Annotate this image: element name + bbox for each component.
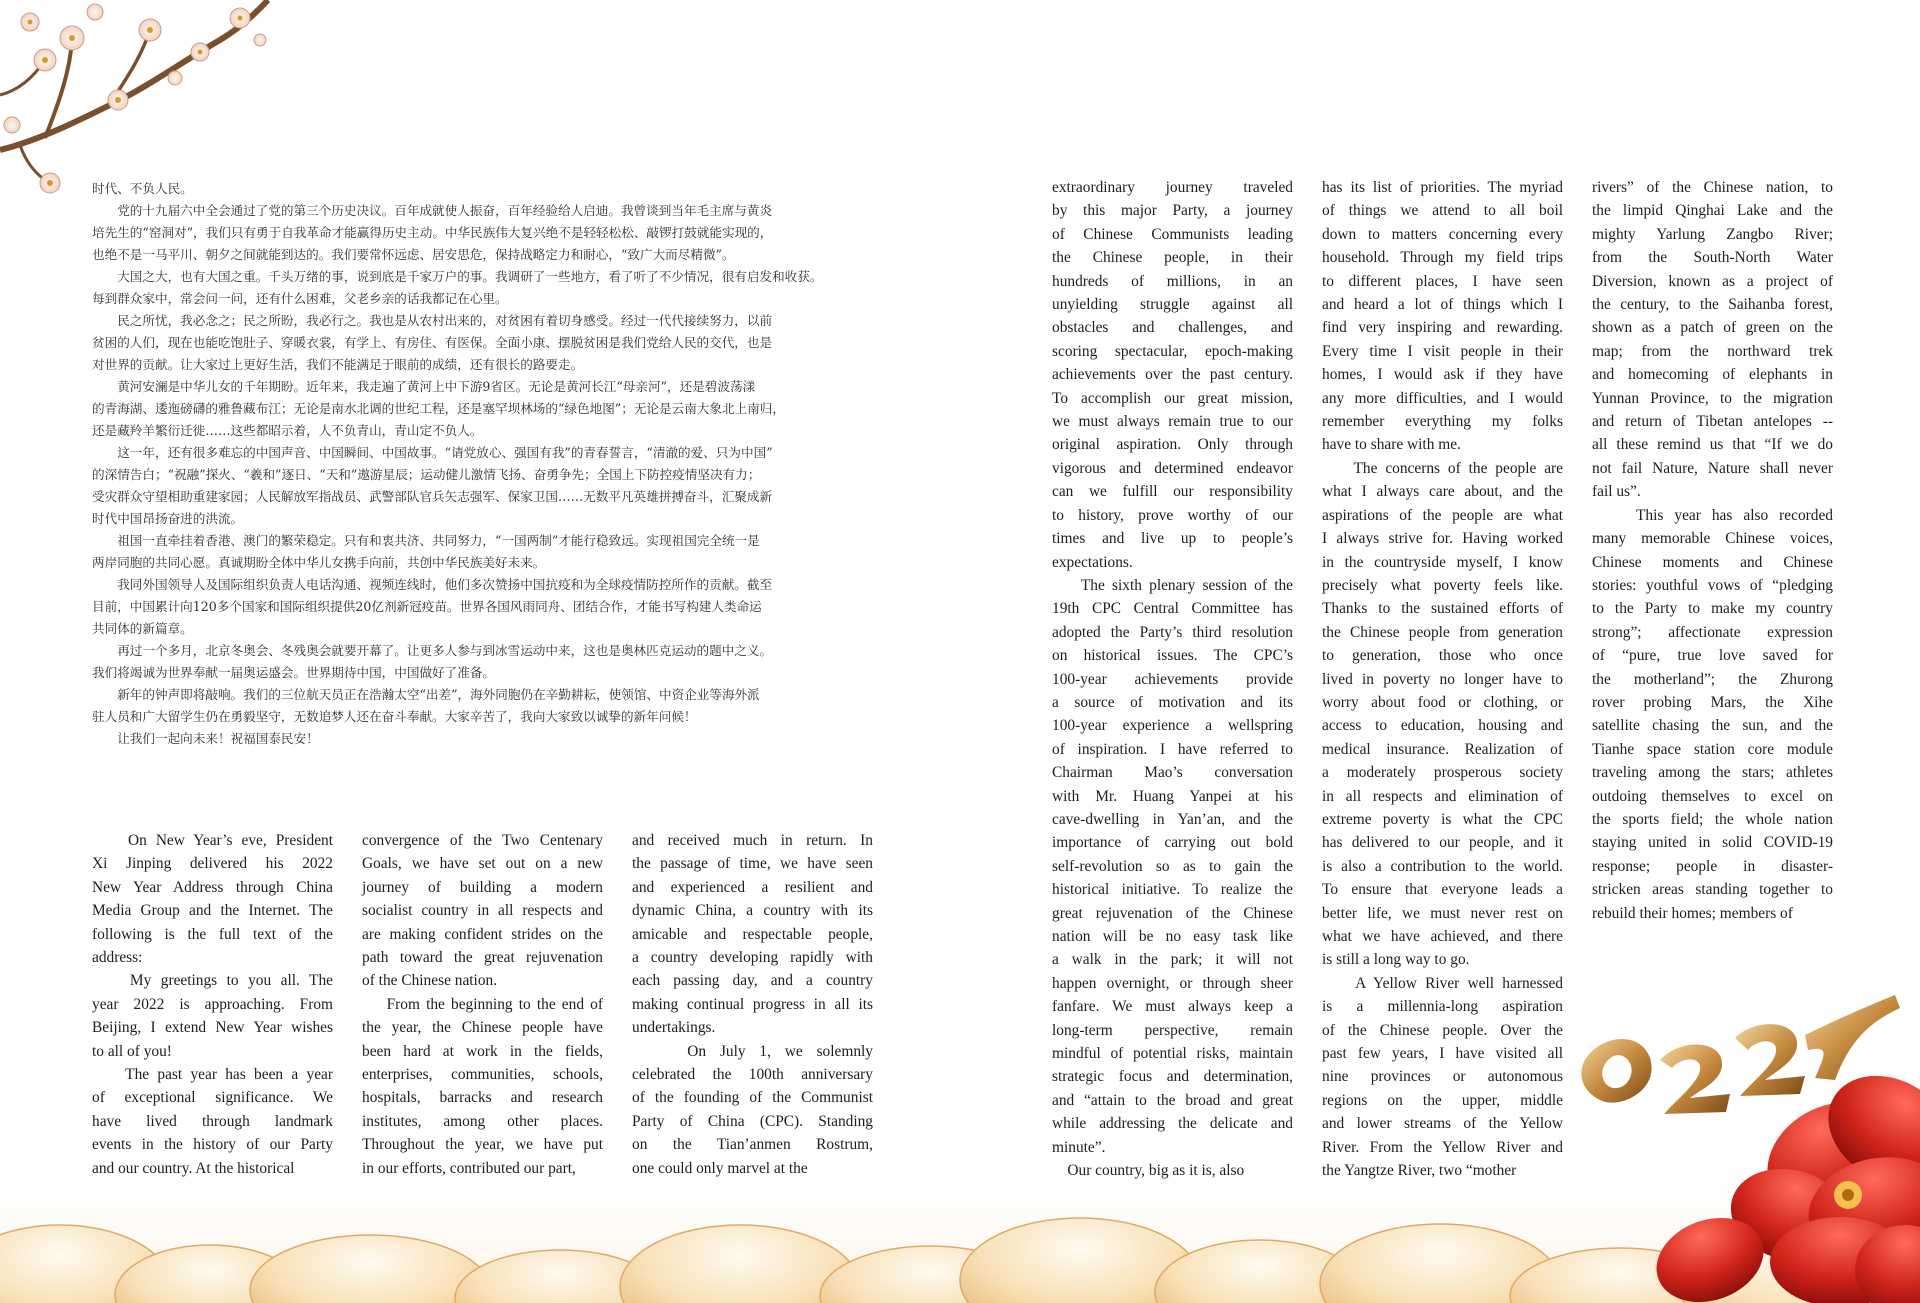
text-line: and experienced a resilient and bbox=[632, 878, 873, 896]
text-line: 的青海湖、逶迤磅礴的雅鲁藏布江；无论是南水北调的世纪工程，还是塞罕坝林场的“绿色地图”；无论是云南大象北上南归， bbox=[92, 401, 785, 416]
text-line: what I always care about, and the bbox=[1322, 483, 1563, 501]
text-line: has delivered to our people, and it bbox=[1322, 834, 1563, 852]
chinese-article-text bbox=[92, 178, 868, 750]
text-line: response; people in disaster- bbox=[1592, 857, 1833, 875]
text-line: household. Through my field trips bbox=[1322, 249, 1563, 267]
text-line: amicable and respectable people, bbox=[632, 925, 873, 943]
text-line: A Yellow River well harnessed bbox=[1322, 974, 1563, 992]
text-line: been hard at work in the fields, bbox=[362, 1042, 603, 1060]
text-line: obstacles and challenges, and bbox=[1052, 319, 1293, 337]
text-line: My greetings to you all. The bbox=[92, 972, 333, 990]
text-line: we must always remain true to our bbox=[1052, 413, 1293, 431]
text-line: 每到群众家中，常会问一问，还有什么困难，父老乡亲的话我都记在心里。 bbox=[92, 291, 508, 306]
text-line: rebuild their homes; members of bbox=[1592, 904, 1793, 922]
text-line: the Chinese people, in their bbox=[1052, 249, 1293, 267]
text-line: worry about food or clothing, or bbox=[1322, 693, 1563, 711]
text-line: with Mr. Huang Yanpei at his bbox=[1052, 787, 1293, 805]
text-line: 党的十九届六中全会通过了党的第三个历史决议。百年成就使人振奋，百年经验给人启迪。我曾谈到当年毛主席与黄炎 bbox=[92, 203, 773, 218]
text-line: stricken areas standing together to bbox=[1592, 881, 1833, 899]
text-line: long-term perspective, remain bbox=[1052, 1021, 1293, 1039]
text-line: The past year has been a year bbox=[92, 1066, 333, 1084]
text-line: stories: youthful vows of “pledging bbox=[1592, 576, 1833, 594]
text-line: to the Party to make my country bbox=[1592, 600, 1833, 618]
text-line: achievements over the past century. bbox=[1052, 366, 1293, 384]
text-line: Chairman Mao’s conversation bbox=[1052, 764, 1293, 782]
text-line: On July 1, we solemnly bbox=[632, 1042, 873, 1060]
text-line: Our country, big as it is, also bbox=[1052, 1162, 1245, 1180]
text-line: and return of Tibetan antelopes -- bbox=[1592, 413, 1833, 431]
text-line: 受灾群众守望相助重建家园；人民解放军指战员、武警部队官兵矢志强军、保家卫国……无数平凡英雄拼搏奋斗，汇聚成新 bbox=[92, 489, 773, 504]
text-line: adopted the Party’s third resolution bbox=[1052, 623, 1293, 641]
text-line: to history, prove worthy of our bbox=[1052, 506, 1293, 524]
text-line: Goals, we have set out on a new bbox=[362, 855, 603, 873]
text-line: scoring spectacular, epoch-making bbox=[1052, 342, 1293, 360]
text-line: 时代、不负人民。 bbox=[92, 181, 193, 196]
text-line: from the South-North Water bbox=[1592, 249, 1833, 267]
text-line: 贫困的人们，现在也能吃饱肚子、穿暖衣裳，有学上、有房住、有医保。全面小康、摆脱贫困是我们党给人民的交代，也是 bbox=[92, 335, 773, 350]
text-line: each passing day, and a country bbox=[632, 972, 873, 990]
text-line: precisely what poverty feels like. bbox=[1322, 576, 1563, 594]
text-line: have to share with me. bbox=[1322, 436, 1461, 454]
text-line: Media Group and the Internet. The bbox=[92, 902, 333, 920]
text-line: to all of you! bbox=[92, 1042, 172, 1060]
text-line: celebrated the 100th anniversary bbox=[632, 1066, 873, 1084]
text-line: making continual progress in all its bbox=[632, 995, 873, 1013]
text-line: the year, the Chinese people have bbox=[362, 1019, 603, 1037]
text-line: a walk in the park; it will not bbox=[1052, 951, 1293, 969]
text-line: 目前，中国累计向120多个国家和国际组织提供20亿剂新冠疫苗。世界各国风雨同舟、团结合作，才能书写构建人类命运 bbox=[92, 599, 762, 614]
text-line: map; from the northward trek bbox=[1592, 342, 1833, 360]
text-line: path toward the great rejuvenation bbox=[362, 949, 603, 967]
text-line: of things we attend to all boil bbox=[1322, 202, 1563, 220]
text-line: to different places, I have seen bbox=[1322, 272, 1563, 290]
text-line: fail us”. bbox=[1592, 483, 1641, 501]
text-line: a moderately prosperous society bbox=[1322, 764, 1563, 782]
english-column-2 bbox=[362, 829, 603, 1180]
text-line: and “attain to the broad and great bbox=[1052, 1091, 1293, 1109]
text-line: 这一年，还有很多难忘的中国声音、中国瞬间、中国故事。“请党放心、强国有我”的青春誓言，“清澈的爱、只为中国” bbox=[92, 445, 773, 460]
text-line: staying united in solid COVID-19 bbox=[1592, 834, 1833, 852]
text-line: better life, we must never rest on bbox=[1322, 904, 1563, 922]
text-line: dynamic China, a country with its bbox=[632, 902, 873, 920]
text-line: 大国之大，也有大国之重。千头万绪的事，说到底是千家万户的事。我调研了一些地方，看了听了不少情况，很有启发和收获。 bbox=[92, 269, 823, 284]
text-line: unyielding struggle against all bbox=[1052, 296, 1293, 314]
english-column-4 bbox=[1052, 176, 1293, 1182]
text-line: are making confident strides on the bbox=[362, 925, 603, 943]
text-line: historical initiative. To realize the bbox=[1052, 881, 1293, 899]
text-line: of inspiration. I have referred to bbox=[1052, 740, 1293, 758]
text-line: hundreds of millions, in an bbox=[1052, 272, 1293, 290]
text-line: nine provinces or autonomous bbox=[1322, 1068, 1563, 1086]
text-line: is a millennia-long aspiration bbox=[1322, 998, 1563, 1016]
text-line: 共同体的新篇章。 bbox=[92, 621, 193, 636]
text-line: down to matters concerning every bbox=[1322, 225, 1563, 243]
text-line: satellite chasing the sun, and the bbox=[1592, 717, 1833, 735]
text-line: the Yangtze River, two “mother bbox=[1322, 1162, 1517, 1180]
text-line: To accomplish our great mission, bbox=[1052, 389, 1293, 407]
text-line: nation will be no easy task like bbox=[1052, 928, 1293, 945]
text-line: and received much in return. In bbox=[632, 832, 873, 849]
text-line: Yunnan Province, to the migration bbox=[1592, 389, 1833, 407]
text-line: can we fulfill our responsibility bbox=[1052, 483, 1293, 501]
text-line: 我同外国领导人及国际组织负责人电话沟通、视频连线时，他们多次赞扬中国抗疫和为全球疫情防控所作的贡献。截至 bbox=[92, 577, 773, 592]
plum-branch-illustration bbox=[0, 0, 268, 193]
text-line: self-revolution so as to gain the bbox=[1052, 857, 1293, 875]
text-line: institutes, among other places. bbox=[362, 1112, 603, 1130]
text-line: of the Chinese people. Over the bbox=[1322, 1021, 1563, 1039]
text-line: 也绝不是一马平川、朝夕之间就能到达的。我们要常怀远虑、居安思危，保持战略定力和耐心，“致广大而尽精微”。 bbox=[92, 247, 735, 262]
text-line: in all respects and elimination of bbox=[1322, 787, 1563, 805]
text-line: any more difficulties, and I would bbox=[1322, 389, 1563, 407]
text-line: the century, to the Saihanba forest, bbox=[1592, 296, 1833, 314]
text-line: New Year Address through China bbox=[92, 878, 333, 896]
text-line: medical insurance. Realization of bbox=[1322, 740, 1563, 758]
text-line: The concerns of the people are bbox=[1322, 459, 1563, 477]
text-line: the limpid Qinghai Lake and the bbox=[1592, 202, 1833, 220]
text-line: Party of China (CPC). Standing bbox=[632, 1112, 873, 1130]
text-line: original aspiration. Only through bbox=[1052, 436, 1293, 454]
text-line: traveling among the stars; athletes bbox=[1592, 764, 1833, 782]
text-line: to generation, those who once bbox=[1322, 647, 1563, 665]
text-line: aspirations of the people are what bbox=[1322, 506, 1563, 524]
text-line: 的深情告白；“祝融”探火、“羲和”逐日、“天和”遨游星辰；运动健儿激情飞扬、奋勇争先；全国上下防控疫情坚决有力； bbox=[92, 467, 761, 482]
text-line: 100-year experience a wellspring bbox=[1052, 717, 1293, 735]
text-line: I always strive for. Having worked bbox=[1322, 530, 1563, 548]
text-line: by this major Party, a journey bbox=[1052, 202, 1293, 220]
text-line: what we have achieved, and there bbox=[1322, 928, 1563, 945]
text-line: 再过一个多月，北京冬奥会、冬残奥会就要开幕了。让更多人参与到冰雪运动中来，这也是奥林匹克运动的题中之义。 bbox=[92, 643, 773, 658]
text-line: not fail Nature, Nature shall never bbox=[1592, 459, 1833, 477]
text-line: 新年的钟声即将敲响。我们的三位航天员正在浩瀚太空“出差”，海外同胞仍在辛勤耕耘，使领馆、中资企业等海外派 bbox=[92, 687, 760, 702]
text-line: of “pure, true love saved for bbox=[1592, 647, 1833, 665]
text-line: of exceptional significance. We bbox=[92, 1089, 333, 1107]
text-line: mindful of potential risks, maintain bbox=[1052, 1045, 1293, 1063]
text-line: outdoing themselves to excel on bbox=[1592, 787, 1833, 805]
text-line: This year has also recorded bbox=[1592, 506, 1833, 524]
text-line: Beijing, I extend New Year wishes bbox=[92, 1019, 333, 1037]
text-line: Thanks to the sustained efforts of bbox=[1322, 600, 1563, 618]
text-line: minute”. bbox=[1052, 1138, 1106, 1156]
text-line: a source of motivation and its bbox=[1052, 693, 1293, 711]
text-line: fanfare. We must always keep a bbox=[1052, 998, 1293, 1016]
text-line: one could only marvel at the bbox=[632, 1159, 808, 1177]
english-column-5 bbox=[1322, 176, 1563, 1182]
text-line: To ensure that everyone leads a bbox=[1322, 881, 1563, 899]
text-line: enterprises, communities, schools, bbox=[362, 1066, 603, 1084]
text-line: and our country. At the historical bbox=[92, 1159, 295, 1177]
text-line: is still a long way to go. bbox=[1322, 951, 1470, 969]
text-line: 民之所忧，我必念之；民之所盼，我必行之。我也是从农村出来的，对贫困有着切身感受。经过一代代接续努力，以前 bbox=[92, 313, 773, 328]
text-line: rivers” of the Chinese nation, to bbox=[1592, 179, 1833, 196]
text-line: The sixth plenary session of the bbox=[1052, 576, 1293, 594]
text-line: following is the full text of the bbox=[92, 925, 333, 943]
text-line: mighty Yarlung Zangbo River; bbox=[1592, 225, 1833, 243]
text-line: happen overnight, or through sheer bbox=[1052, 974, 1293, 992]
text-line: have lived through landmark bbox=[92, 1112, 333, 1130]
text-line: 祖国一直牵挂着香港、澳门的繁荣稳定。只有和衷共济、共同努力，“一国两制”才能行稳致远。实现祖国完全统一是 bbox=[92, 533, 760, 548]
text-line: address: bbox=[92, 949, 143, 967]
text-line: convergence of the Two Centenary bbox=[362, 832, 603, 849]
text-line: 对世界的贡献。让大家过上更好生活，我们不能满足于眼前的成绩，还有很长的路要走。 bbox=[92, 357, 584, 372]
english-column-3 bbox=[632, 829, 873, 1180]
text-line: importance of carrying out bold bbox=[1052, 834, 1293, 852]
text-line: Diversion, known as a project of bbox=[1592, 272, 1833, 290]
text-line: Xi Jinping delivered his 2022 bbox=[92, 855, 333, 873]
text-line: 还是藏羚羊繁衍迁徙……这些都昭示着，人不负青山，青山定不负人。 bbox=[92, 423, 483, 438]
english-column-6 bbox=[1592, 176, 1833, 925]
text-line: the passage of time, we have seen bbox=[632, 855, 873, 873]
text-line: 培先生的“窑洞对”，我们只有勇于自我革命才能赢得历史主动。中华民族伟大复兴绝不是轻轻松松、敲锣打鼓就能实现的， bbox=[92, 225, 773, 240]
text-line: many memorable Chinese voices, bbox=[1592, 530, 1833, 548]
text-line: River. From the Yellow River and bbox=[1322, 1138, 1563, 1156]
text-line: hospitals, barracks and research bbox=[362, 1089, 603, 1107]
text-line: 两岸同胞的共同心愿。真诚期盼全体中华儿女携手向前，共创中华民族美好未来。 bbox=[92, 555, 546, 570]
text-line: 驻人员和广大留学生仍在勇毅坚守，无数追梦人还在奋斗奉献。大家辛苦了，我向大家致以诚挚的新年问候！ bbox=[92, 709, 697, 724]
text-line: and heard a lot of things which I bbox=[1322, 296, 1563, 314]
text-line: remember everything my folks bbox=[1322, 413, 1563, 431]
text-line: 我们将竭诚为世界奉献一届奥运盛会。世界期待中国，中国做好了准备。 bbox=[92, 665, 495, 680]
text-line: journey of building a modern bbox=[362, 878, 603, 896]
text-line: From the beginning to the end of bbox=[362, 995, 603, 1013]
text-line: rover probing Mars, the Xihe bbox=[1592, 693, 1833, 711]
text-line: a country developing rapidly with bbox=[632, 949, 873, 967]
text-line: extraordinary journey traveled bbox=[1052, 179, 1293, 196]
text-line: 100-year achievements provide bbox=[1052, 670, 1293, 688]
text-line: great rejuvenation of the Chinese bbox=[1052, 904, 1293, 922]
text-line: lived in poverty no longer have to bbox=[1322, 670, 1563, 688]
text-line: strategic focus and determination, bbox=[1052, 1068, 1293, 1086]
text-line: and lower streams of the Yellow bbox=[1322, 1115, 1563, 1133]
text-line: while addressing the delicate and bbox=[1052, 1115, 1293, 1133]
text-line: has its list of priorities. The myriad bbox=[1322, 179, 1563, 196]
text-line: cave-dwelling in Yan’an, and the bbox=[1052, 810, 1293, 828]
text-line: expectations. bbox=[1052, 553, 1133, 571]
text-line: vigorous and determined endeavor bbox=[1052, 459, 1293, 477]
text-line: on historical issues. The CPC’s bbox=[1052, 647, 1293, 665]
text-line: undertakings. bbox=[632, 1019, 716, 1037]
text-line: Every time I visit people in their bbox=[1322, 342, 1563, 360]
english-column-1 bbox=[92, 829, 333, 1180]
text-line: the motherland”; the Zhurong bbox=[1592, 670, 1833, 688]
text-line: 19th CPC Central Committee has bbox=[1052, 600, 1293, 618]
text-line: all these remind us that “If we do bbox=[1592, 436, 1833, 454]
text-line: homes, I would ask if they have bbox=[1322, 366, 1563, 384]
text-line: past few years, I have visited all bbox=[1322, 1045, 1563, 1063]
text-line: Tianhe space station core module bbox=[1592, 740, 1833, 758]
text-line: the Chinese people from generation bbox=[1322, 623, 1563, 641]
text-line: strong”; affectionate expression bbox=[1592, 623, 1833, 641]
text-line: times and live up to people’s bbox=[1052, 530, 1293, 548]
text-line: extreme poverty is what the CPC bbox=[1322, 810, 1563, 828]
text-line: of Chinese Communists leading bbox=[1052, 225, 1293, 243]
text-line: access to education, housing and bbox=[1322, 717, 1563, 735]
text-line: the sports field; the whole nation bbox=[1592, 810, 1833, 828]
text-line: shown as a patch of green on the bbox=[1592, 319, 1833, 337]
text-line: On New Year’s eve, President bbox=[92, 832, 333, 849]
text-line: on the Tian’anmen Rostrum, bbox=[632, 1136, 873, 1154]
text-line: regions on the upper, middle bbox=[1322, 1091, 1563, 1109]
text-line: in the countryside myself, I know bbox=[1322, 553, 1563, 571]
text-line: in our efforts, contributed our part, bbox=[362, 1159, 576, 1177]
text-line: of the Chinese nation. bbox=[362, 972, 498, 990]
text-line: events in the history of our Party bbox=[92, 1136, 333, 1154]
text-line: and homecoming of elephants in bbox=[1592, 366, 1833, 384]
text-line: of the founding of the Communist bbox=[632, 1089, 873, 1107]
text-line: year 2022 is approaching. From bbox=[92, 995, 333, 1013]
text-line: is also a contribution to the world. bbox=[1322, 857, 1563, 875]
text-line: Throughout the year, we have put bbox=[362, 1136, 603, 1154]
text-line: 黄河安澜是中华儿女的千年期盼。近年来，我走遍了黄河上中下游9省区。无论是黄河长江“母亲河”，还是碧波荡漾 bbox=[92, 379, 756, 394]
text-line: 让我们一起向未来！祝福国泰民安！ bbox=[92, 731, 319, 746]
text-line: 时代中国昂扬奋进的洪流。 bbox=[92, 511, 244, 526]
text-line: find very inspiring and rewarding. bbox=[1322, 319, 1563, 337]
text-line: socialist country in all respects and bbox=[362, 902, 603, 920]
text-line: Chinese moments and Chinese bbox=[1592, 553, 1833, 571]
